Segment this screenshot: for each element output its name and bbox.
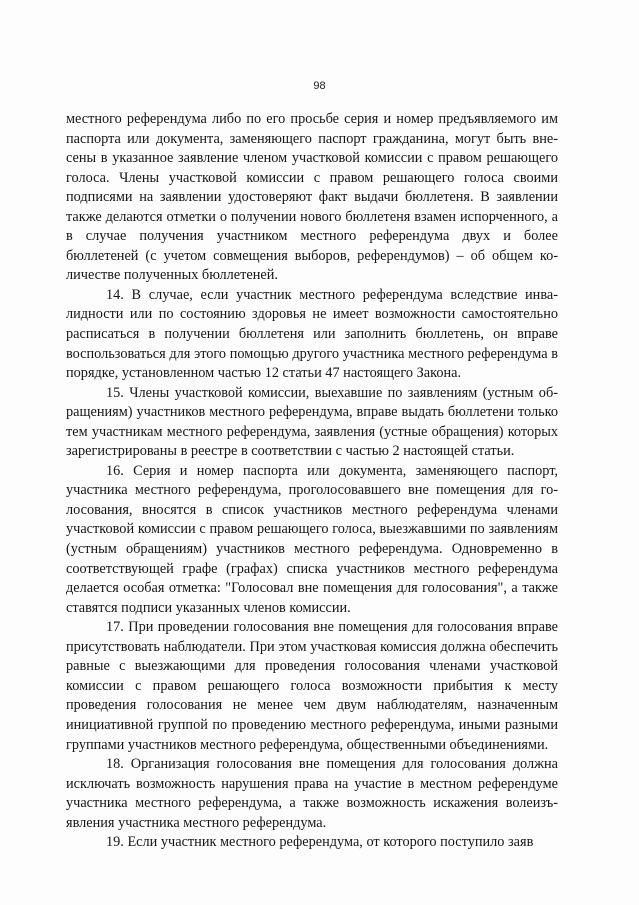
- paragraph: 17. При проведении голосования вне помещения для голосования вправе присутствовать наблюдатели. При этом участковая комиссия должна обеспечить равные с выезжающими для проведения голосования членами участковой комиссии с правом решающего голоса возможности прибытия к месту проведения голосования не менее чем двум наблюдателям, назначенным инициативной группой по проведению местного референдума, иными разными группами участников местного референдума, общественными объединениями.: [66, 619, 558, 753]
- document-body: [66, 110, 558, 853]
- page-number: 98: [313, 80, 326, 92]
- paragraph: местного референдума либо по его просьбе серия и номер предъявляемого им паспорта или документа, заменяющего паспорт гражданина, могут быть внесены в указанное заявление членом участковой комиссии с правом решающего голоса. Члены участковой комиссии с правом решающего голоса своими подписями на заявлении удостоверяют факт выдачи бюллетеня. В заявлении также делаются отметки о получении нового бюллетеня взамен испорченного, а в случае получения участником местного референдума двух и более бюллетеней (с учетом совмещения выборов, референдумов) – об общем количестве полученных бюллетеней.: [66, 111, 558, 284]
- paragraph: 19. Если участник местного референдума, от которого поступило заяв: [106, 834, 534, 851]
- paragraph: 16. Серия и номер паспорта или документа, заменяющего паспорт, участника местного референдума, проголосовавшего вне помещения для голосования, вносятся в список участников местного референдума членами участковой комиссии с правом решающего голоса, выезжавшими по заявлениям (устным обращениям) участников местного референдума. Одновременно в соответствующей графе (графах) списка участников местного референдума делается особая отметка: "Голосовал вне помещения для голосования", а также ставятся подписи указанных членов комиссии.: [66, 462, 558, 616]
- paragraph: 18. Организация голосования вне помещения для голосования должна исключать возможность нарушения права на участие в местном референдуме участника местного референдума, а также возможность искажения волеизъявления участника местного референдума.: [66, 756, 558, 831]
- paragraph: 14. В случае, если участник местного референдума вследствие инвалидности или по состоянию здоровья не имеет возможности самостоятельно расписаться в получении бюллетеня или заполнить бюллетень, он вправе воспользоваться для этого помощью другого участника местного референдума в порядке, установленном частью 12 статьи 47 настоящего Закона.: [66, 286, 558, 382]
- paragraph: 15. Члены участковой комиссии, выехавшие по заявлениям (устным обращениям) участников местного референдума, вправе выдать бюллетени только тем участникам местного референдума, заявления (устные обращения) которых зарегистрированы в реестре в соответствии с частью 2 настоящей статьи.: [66, 384, 558, 460]
